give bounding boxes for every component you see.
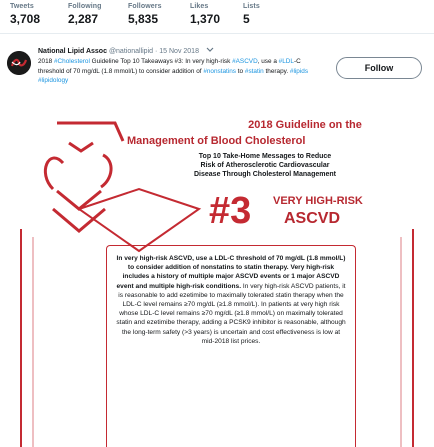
stat-value: 3,708	[10, 12, 41, 26]
hashtag-link[interactable]: #nonstatins	[203, 67, 236, 75]
infographic-title-line1: 2018 Guideline on the	[248, 119, 362, 131]
stat-lists[interactable]	[243, 3, 260, 26]
stat-value: 1,370	[190, 12, 221, 26]
heart-outline-arc-right	[101, 155, 111, 187]
tweet-date[interactable]: 15 Nov 2018	[159, 48, 199, 55]
subtitle-line: Risk of Atherosclerotic Cardiovascular	[200, 162, 330, 169]
tweet-text-fragment: -C threshold of 70 mg/dL (1.8 mmol/L) to consider addition of	[38, 58, 301, 75]
chevron-down-icon	[57, 191, 101, 209]
diamond-frame	[79, 189, 199, 251]
hashtag-link[interactable]: #lipids	[289, 67, 309, 75]
subtitle-line: Disease Through Cholesterol Management	[194, 171, 336, 178]
takeaway-body-bold: In very high-risk ASCVD, use a LDL-C threshold of 70 mg/dL (1.8 mmol/L) to consider addition of nonstatins to statin therapy. Very high-risk includes a history of multiple major ASCVD events or 1 major ASCVD event and multiple high-risk conditions.	[116, 255, 346, 290]
chevron-down-icon	[53, 209, 105, 231]
stat-tweets[interactable]	[10, 3, 40, 26]
nla-logo-icon	[7, 51, 31, 75]
follow-button[interactable]: Follow	[336, 57, 422, 79]
subtitle-line: Top 10 Take-Home Messages to Reduce	[198, 153, 332, 160]
tweet-author-name[interactable]: National Lipid Assoc	[38, 48, 107, 55]
hashtag-link[interactable]: #ASCVD	[232, 58, 258, 65]
tweet-text-fragment: to	[236, 67, 245, 75]
stat-label: Followers	[128, 3, 162, 10]
tweet-media-infographic[interactable]	[19, 117, 415, 447]
stat-followers[interactable]	[128, 3, 162, 26]
stat-following[interactable]	[68, 3, 102, 26]
takeaway-body-regular: In very high-risk ASCVD patients, it is reasonable to add ezetimibe to maximally tolerated statin therapy when the LDL-C level remains ≥70 mg/dL (≥1.8 mmol/L). In patients at very high risk whose LDL-C level remains ≥70 mg/dL (≥1.8 mmol/L) on maximally tolerated statin and ezetimibe therapy, adding a PCSK9 inhibitor is reasonable, although the long-term safety (>3 years) is uncertain and cost effectiveness is low at mid-2018 list prices.	[116, 282, 346, 345]
stat-label: Lists	[243, 3, 260, 10]
takeaway-number: #3	[209, 190, 252, 232]
hashtag-link[interactable]: #statin	[244, 67, 264, 75]
stat-label: Likes	[190, 3, 209, 10]
badge-line1: VERY HIGH-RISK	[273, 195, 363, 207]
tweet-text-fragment: 2018	[38, 58, 54, 65]
stat-likes[interactable]	[190, 3, 220, 26]
chevron-down-icon	[69, 143, 93, 151]
stat-label: Following	[68, 3, 102, 10]
stat-value: 2,287	[68, 12, 99, 26]
heart-outline-left	[57, 123, 123, 141]
tweet-text-fragment: Guideline Top 10 Takeaways #3: In very high-risk	[89, 58, 233, 65]
infographic-subtitle	[142, 152, 388, 179]
hashtag-link[interactable]: #lipidology	[38, 77, 69, 85]
tweet-author-handle[interactable]: @nationallipid	[108, 48, 154, 55]
heart-outline-arc-left	[45, 158, 63, 189]
stat-value: 5	[243, 12, 250, 26]
tweet-text-fragment: , use a	[257, 58, 279, 65]
tweet-header	[38, 46, 214, 55]
tweet-separator: ·	[154, 48, 158, 55]
stat-value: 5,835	[128, 12, 159, 26]
tweet-text	[38, 57, 328, 86]
stat-label: Tweets	[10, 3, 34, 10]
hashtag-link[interactable]: #LDL	[278, 58, 294, 65]
badge-line2: ASCVD	[284, 210, 341, 227]
takeaway-body	[106, 245, 356, 447]
infographic-title-line2: Management of Blood Cholesterol	[127, 135, 306, 147]
hashtag-link[interactable]: #Cholesterol	[54, 58, 90, 65]
tweet-text-fragment: therapy.	[263, 67, 290, 75]
profile-stats-bar	[0, 0, 434, 34]
avatar[interactable]	[7, 51, 31, 75]
chevron-down-icon[interactable]	[206, 46, 214, 55]
